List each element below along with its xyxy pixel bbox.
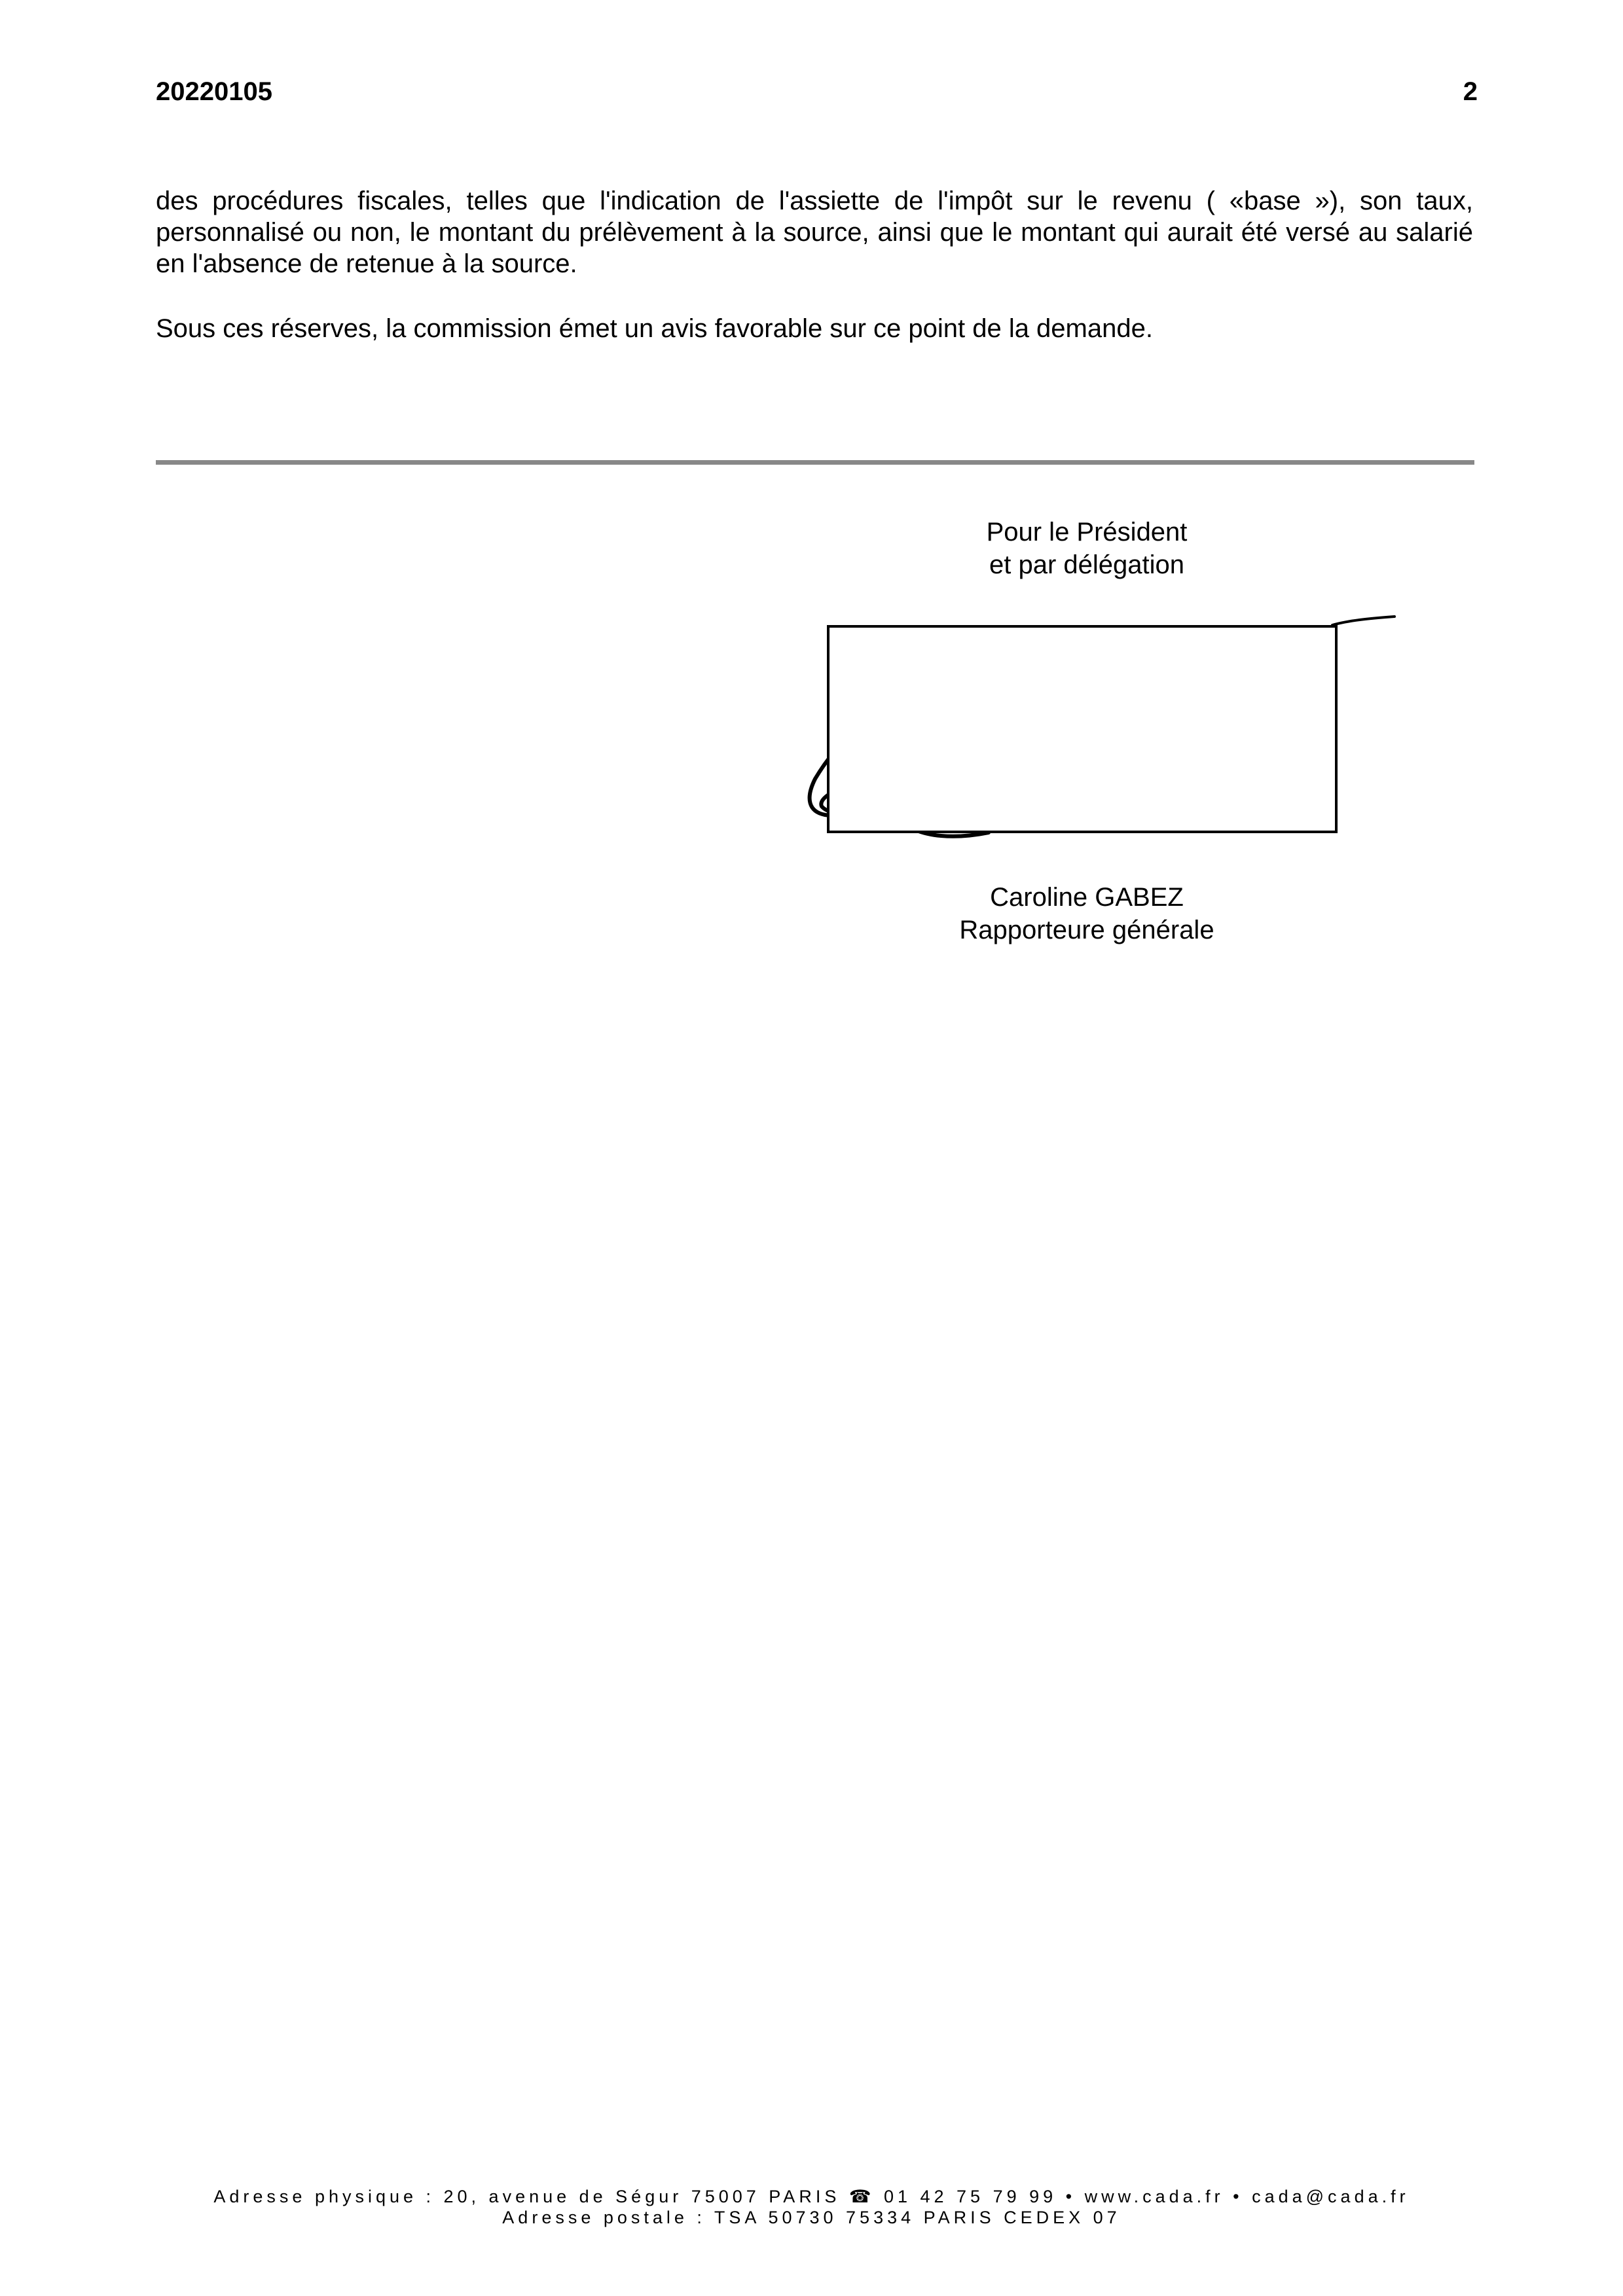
section-divider [156,460,1474,465]
signatory-name: Caroline GABEZ [990,883,1184,912]
footer-physical-address: Adresse physique : 20, avenue de Ségur 75007 PARIS ☎ 01 42 75 79 99 • www.cada.fr • cada@cada.fr [213,2187,1410,2206]
page-number: 2 [1463,77,1478,106]
body-paragraph-2: Sous ces réserves, la commission émet un avis favorable sur ce point de la demande. [156,314,1153,343]
signatory-role: Rapporteure générale [959,916,1214,944]
body-paragraph-1: des procédures fiscales, telles que l'indication de l'assiette de l'impôt sur le revenu ( «base »), son taux, personnalisé ou non, le montant du prélèvement à la source, ainsi que le montant qui aurait été versé au salarié en l'absence de retenue à la source. [156,187,1473,278]
redacted-signature-box [827,625,1338,833]
footer-postal-address: Adresse postale : TSA 50730 75334 PARIS CEDEX 07 [502,2208,1121,2227]
signature-title-line-1: Pour le Président [986,518,1188,547]
signature-title-line-2: et par délégation [989,550,1184,579]
document-reference: 20220105 [156,77,272,106]
